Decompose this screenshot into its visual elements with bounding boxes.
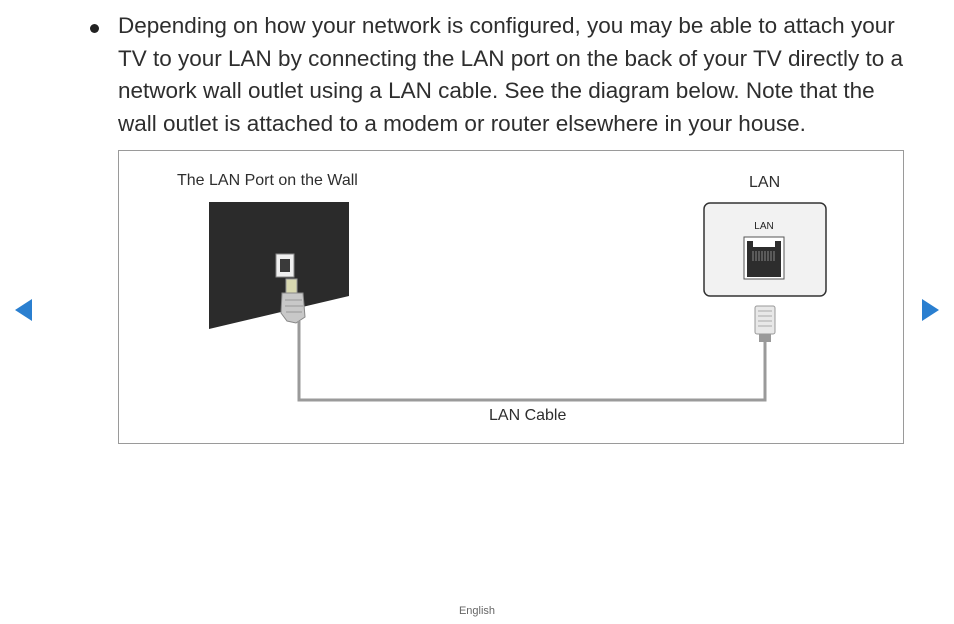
footer-language: English — [458, 605, 496, 617]
diagram-graphic — [119, 151, 905, 445]
bullet-text: Depending on how your network is configured, you may be able to attach your TV to your LAN by connecting the LAN port on the back of your TV directly to a network wall outlet using a LAN cable. See the diagram below. Note that the wall outlet is attached to a modem or router elsewhere in your house. — [118, 13, 903, 136]
connection-diagram — [118, 150, 904, 444]
previous-page-arrow-icon[interactable] — [15, 299, 32, 321]
tv-lan-plate-label: LAN — [754, 221, 774, 232]
lan-cable-label: LAN Cable — [489, 407, 567, 424]
tv-cable-plug-icon — [755, 306, 775, 342]
next-page-arrow-icon[interactable] — [922, 299, 939, 321]
wall-port-label: The LAN Port on the Wall — [177, 172, 358, 189]
tv-lan-label: LAN — [749, 174, 781, 191]
bullet-icon — [90, 24, 99, 33]
lan-cable-line — [299, 321, 765, 400]
